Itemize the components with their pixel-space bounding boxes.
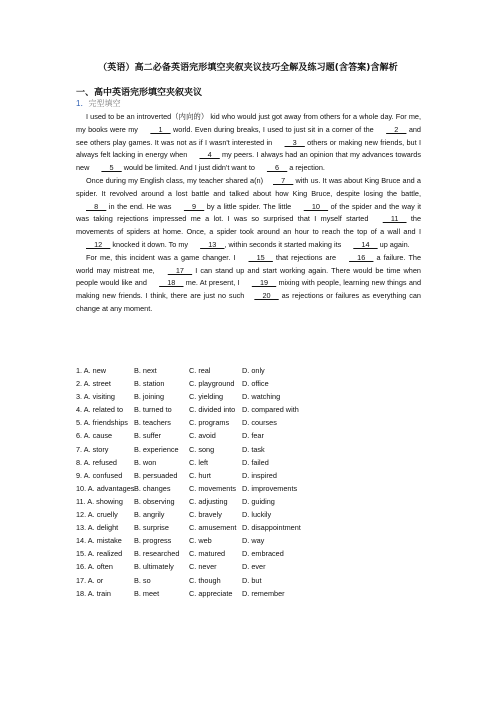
section-heading: 一、高中英语完形填空夹叙夹议 [76,88,203,98]
option-choice: C. yielding [189,392,224,402]
option-choice: 9. A. confused [76,470,123,480]
option-row [76,482,421,495]
option-row [76,508,421,521]
option-choice: B. station [134,379,165,389]
option-choice: B. suffer [134,431,162,441]
option-choice: D. fear [242,431,264,441]
option-choice: B. next [134,366,157,375]
option-row [76,574,421,587]
option-choice: C. movements [189,483,237,493]
blank-20: 20 [254,291,279,301]
option-choice: C. left [189,457,209,467]
option-choice: B. teachers [134,418,171,428]
option-choice: 3. A. visiting [76,392,115,402]
option-choice: C. real [189,366,211,375]
blank-8: 8 [86,201,107,211]
option-row [76,443,421,456]
options-list [76,364,421,600]
passage-text: of the spider and the way it was taking rejections impressed me a lot. I was so surprised that I myself started [76,201,421,224]
option-choice: C. though [189,575,221,585]
option-row [76,416,421,429]
passage-text: others or making new friends, but I always felt lacking in energy when [76,137,421,160]
option-choice: B. observing [134,496,175,506]
option-choice: 8. A. refused [76,457,117,467]
option-choice: 12. A. cruelly [76,510,118,520]
blank-9: 9 [183,201,205,211]
option-choice: C. amusement [189,523,237,533]
option-choice: D. way [242,536,265,546]
option-choice: D. guiding [242,496,275,506]
blank-13: 13 [200,239,225,249]
option-choice: C. never [189,562,217,572]
option-row [76,364,421,377]
passage [76,111,421,316]
option-choice: B. joining [134,392,165,402]
option-row [76,429,421,442]
passage-text: me. At present, I [183,278,242,288]
option-choice: D. embraced [242,549,284,559]
blank-12: 12 [86,239,111,249]
paragraph-1 [76,111,421,175]
option-choice: 1. A. new [76,366,107,375]
passage-text: world. Even during breaks, I used to just sit in a corner of the [170,124,377,134]
blank-17: 17 [167,265,193,275]
passage-text: a rejection. [287,163,325,173]
option-choice: C. song [189,444,215,454]
passage-text: knocked it down. To my [110,239,191,249]
option-choice: B. changes [134,483,171,493]
option-row [76,534,421,547]
passage-text: mixing with people, learning new things and making new friends. I think, there are just no such [76,278,422,301]
option-choice: B. meet [134,588,160,598]
option-choice: 16. A. often [76,562,113,572]
option-choice: 15. A. realized [76,549,123,559]
option-choice: D. office [242,379,269,389]
blank-11: 11 [382,214,407,224]
option-choice: D. inspired [242,470,277,480]
passage-text: and see others play games. It was not as if I wasn't interested in [76,124,421,147]
option-choice: D. failed [242,457,269,467]
option-choice: B. ultimately [134,562,174,572]
option-choice: D. task [242,444,265,454]
passage-text: in the end. He was [106,201,174,211]
option-choice: C. divided into [189,405,236,415]
option-choice: D. watching [242,392,281,402]
passage-text: my peers. I always had an opinion that my advances towards new [76,150,421,173]
document-title: （英语）高二必备英语完形填空夹叙夹议技巧全解及练习题(含答案)含解析 [98,63,398,73]
option-choice: D. only [242,366,265,375]
option-choice: D. luckily [242,510,272,520]
option-choice: C. appreciate [189,588,233,598]
passage-text: the movements of spiders at home. Once, a spider took around an hour to reach the top of a wall and I [76,214,422,237]
option-choice: B. persuaded [134,470,178,480]
blank-5: 5 [101,163,122,173]
passage-text: , within seconds it started making its [224,239,344,249]
option-choice: D. compared with [242,405,299,415]
paragraph-3 [76,252,421,316]
option-choice: D. remember [242,588,285,598]
passage-text: as rejections or failures as everything can change at any moment. [76,291,421,313]
passage-text: by a little spider. The little [204,201,294,211]
passage-text: Once during my English class, my teacher shared a(n) [86,175,263,185]
option-choice: C. web [189,536,212,546]
option-choice: B. surprise [134,523,169,533]
passage-text: a failure. The world may mistreat me, [76,252,422,275]
blank-3: 3 [284,137,305,147]
blank-15: 15 [248,252,273,262]
option-row [76,547,421,560]
option-choice: C. playground [189,379,235,389]
option-choice: C. adjusting [189,496,228,506]
option-row [76,495,421,508]
option-choice: 2. A. street [76,379,111,389]
option-choice: 18. A. train [76,588,111,598]
passage-text: that rejections are [272,252,340,262]
option-row [76,403,421,416]
blank-18: 18 [159,278,184,288]
passage-text: would be limited. And I just didn't want to [121,163,257,173]
option-choice: 13. A. delight [76,523,119,533]
question-heading [76,98,120,109]
option-choice: D. improvements [242,483,298,493]
option-choice: D. ever [242,562,266,572]
option-choice: 4. A. related to [76,405,124,415]
blank-6: 6 [266,163,288,173]
option-choice: B. turned to [134,405,172,415]
option-choice: C. programs [189,418,230,428]
option-choice: B. researched [134,549,180,559]
option-choice: B. progress [134,536,172,546]
option-choice: C. matured [189,549,226,559]
option-choice: D. courses [242,418,277,428]
passage-text: For me, this incident was a game changer. I [86,252,239,262]
option-choice: 11. A. showing [76,496,123,506]
option-row [76,469,421,482]
blank-19: 19 [251,278,277,288]
blank-1: 1 [150,124,171,134]
passage-text: I can stand up and start working again. There would be time when people would like and [76,265,421,288]
blank-16: 16 [349,252,374,262]
passage-text: with us. It was about King Bruce and a spider. It revolved around a lost battle and talked about how King Bruce, despite losing the battle, [76,175,421,198]
blank-2: 2 [386,124,407,134]
option-row [76,587,421,600]
passage-text: up again. [377,239,410,249]
option-choice: C. hurt [189,470,211,480]
option-row [76,377,421,390]
option-choice: B. experience [134,444,179,454]
question-label: 完型填空 [88,99,121,108]
passage-text: I used to be an introverted（内向的） kid who would just got away from others for a whole day. For me, my books were my [76,112,421,134]
option-choice: D. disappointment [242,523,301,533]
option-row [76,390,421,403]
option-choice: B. so [134,575,151,585]
option-row [76,560,421,573]
paragraph-2 [76,175,421,252]
option-choice: 17. A. or [76,575,104,585]
option-choice: C. avoid [189,431,216,441]
question-number: 1． [76,99,89,108]
option-row [76,521,421,534]
blank-10: 10 [303,201,329,211]
option-choice: 14. A. mistake [76,536,122,546]
option-choice: B. won [134,457,157,467]
option-choice: 5. A. friendships [76,418,128,428]
blank-14: 14 [353,239,378,249]
blank-4: 4 [199,150,220,160]
option-row [76,456,421,469]
option-choice: D. but [242,575,262,585]
option-choice: 6. A. cause [76,431,113,441]
option-choice: B. angrily [134,510,165,520]
blank-7: 7 [273,175,294,185]
option-choice: 10. A. advantages [76,483,135,493]
option-choice: C. bravely [189,510,222,520]
option-choice: 7. A. story [76,444,109,454]
